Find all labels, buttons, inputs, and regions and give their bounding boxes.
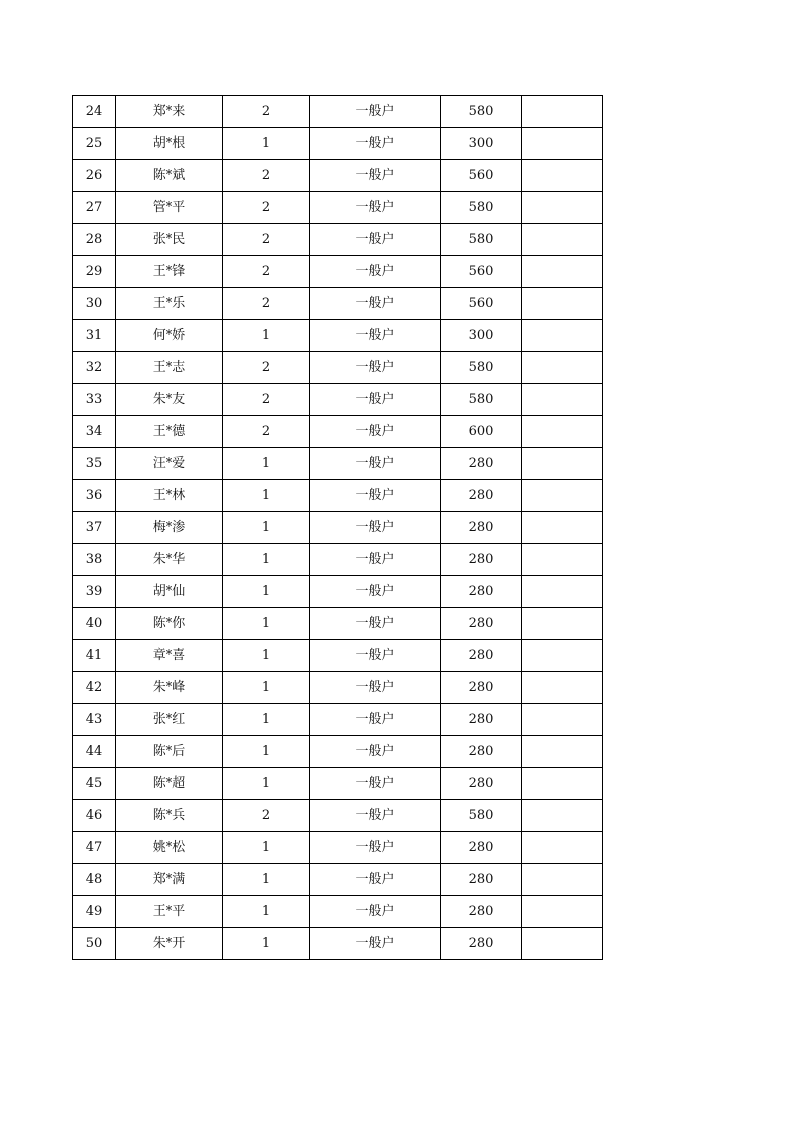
name-cell: 朱*华 (116, 544, 223, 576)
name-cell: 朱*开 (116, 928, 223, 960)
amount-cell: 580 (441, 800, 522, 832)
note-cell (522, 672, 603, 704)
table-row (73, 672, 603, 704)
household-type-cell: 一般户 (310, 384, 441, 416)
name-cell: 陈*超 (116, 768, 223, 800)
row-number-cell: 24 (73, 96, 116, 128)
household-size-cell: 2 (223, 800, 310, 832)
name-cell: 郑*来 (116, 96, 223, 128)
data-table (72, 95, 603, 960)
table-row (73, 224, 603, 256)
table-row (73, 448, 603, 480)
table-row (73, 640, 603, 672)
household-type-cell: 一般户 (310, 608, 441, 640)
note-cell (522, 800, 603, 832)
amount-cell: 580 (441, 192, 522, 224)
row-number-cell: 41 (73, 640, 116, 672)
household-type-cell: 一般户 (310, 768, 441, 800)
table-row (73, 288, 603, 320)
row-number-cell: 33 (73, 384, 116, 416)
note-cell (522, 448, 603, 480)
amount-cell: 580 (441, 224, 522, 256)
table-row (73, 256, 603, 288)
row-number-cell: 49 (73, 896, 116, 928)
row-number-cell: 29 (73, 256, 116, 288)
household-type-cell: 一般户 (310, 704, 441, 736)
household-type-cell: 一般户 (310, 128, 441, 160)
household-type-cell: 一般户 (310, 640, 441, 672)
table-row (73, 800, 603, 832)
row-number-cell: 46 (73, 800, 116, 832)
note-cell (522, 384, 603, 416)
household-type-cell: 一般户 (310, 736, 441, 768)
household-type-cell: 一般户 (310, 96, 441, 128)
household-size-cell: 1 (223, 896, 310, 928)
name-cell: 何*娇 (116, 320, 223, 352)
amount-cell: 280 (441, 896, 522, 928)
household-size-cell: 1 (223, 576, 310, 608)
table-row (73, 192, 603, 224)
note-cell (522, 416, 603, 448)
household-size-cell: 1 (223, 512, 310, 544)
amount-cell: 280 (441, 480, 522, 512)
name-cell: 陈*兵 (116, 800, 223, 832)
table-row (73, 512, 603, 544)
household-type-cell: 一般户 (310, 288, 441, 320)
household-type-cell: 一般户 (310, 192, 441, 224)
note-cell (522, 320, 603, 352)
household-type-cell: 一般户 (310, 896, 441, 928)
household-size-cell: 2 (223, 160, 310, 192)
note-cell (522, 928, 603, 960)
note-cell (522, 192, 603, 224)
household-size-cell: 1 (223, 928, 310, 960)
household-type-cell: 一般户 (310, 320, 441, 352)
table-row (73, 704, 603, 736)
name-cell: 胡*根 (116, 128, 223, 160)
table-row (73, 352, 603, 384)
name-cell: 章*喜 (116, 640, 223, 672)
household-size-cell: 1 (223, 640, 310, 672)
note-cell (522, 640, 603, 672)
amount-cell: 280 (441, 512, 522, 544)
note-cell (522, 512, 603, 544)
note-cell (522, 288, 603, 320)
note-cell (522, 128, 603, 160)
amount-cell: 280 (441, 928, 522, 960)
row-number-cell: 31 (73, 320, 116, 352)
household-size-cell: 2 (223, 288, 310, 320)
name-cell: 张*红 (116, 704, 223, 736)
name-cell: 陈*你 (116, 608, 223, 640)
name-cell: 陈*后 (116, 736, 223, 768)
row-number-cell: 45 (73, 768, 116, 800)
household-type-cell: 一般户 (310, 832, 441, 864)
row-number-cell: 42 (73, 672, 116, 704)
amount-cell: 280 (441, 448, 522, 480)
amount-cell: 280 (441, 544, 522, 576)
row-number-cell: 26 (73, 160, 116, 192)
table-row (73, 768, 603, 800)
household-type-cell: 一般户 (310, 864, 441, 896)
note-cell (522, 864, 603, 896)
name-cell: 王*林 (116, 480, 223, 512)
name-cell: 王*德 (116, 416, 223, 448)
amount-cell: 560 (441, 288, 522, 320)
table-row (73, 832, 603, 864)
household-size-cell: 2 (223, 96, 310, 128)
row-number-cell: 48 (73, 864, 116, 896)
household-size-cell: 1 (223, 736, 310, 768)
table-row (73, 128, 603, 160)
note-cell (522, 160, 603, 192)
table-row (73, 416, 603, 448)
note-cell (522, 768, 603, 800)
row-number-cell: 35 (73, 448, 116, 480)
note-cell (522, 608, 603, 640)
household-type-cell: 一般户 (310, 256, 441, 288)
household-size-cell: 2 (223, 256, 310, 288)
household-size-cell: 2 (223, 224, 310, 256)
amount-cell: 280 (441, 864, 522, 896)
amount-cell: 280 (441, 576, 522, 608)
table-row (73, 736, 603, 768)
row-number-cell: 50 (73, 928, 116, 960)
household-type-cell: 一般户 (310, 352, 441, 384)
name-cell: 陈*斌 (116, 160, 223, 192)
household-size-cell: 1 (223, 832, 310, 864)
row-number-cell: 25 (73, 128, 116, 160)
household-size-cell: 1 (223, 128, 310, 160)
household-size-cell: 1 (223, 320, 310, 352)
name-cell: 管*平 (116, 192, 223, 224)
household-size-cell: 1 (223, 704, 310, 736)
note-cell (522, 224, 603, 256)
name-cell: 王*志 (116, 352, 223, 384)
note-cell (522, 576, 603, 608)
amount-cell: 600 (441, 416, 522, 448)
note-cell (522, 480, 603, 512)
row-number-cell: 44 (73, 736, 116, 768)
row-number-cell: 34 (73, 416, 116, 448)
note-cell (522, 832, 603, 864)
amount-cell: 580 (441, 384, 522, 416)
household-size-cell: 1 (223, 544, 310, 576)
name-cell: 王*锋 (116, 256, 223, 288)
row-number-cell: 28 (73, 224, 116, 256)
amount-cell: 280 (441, 832, 522, 864)
household-type-cell: 一般户 (310, 800, 441, 832)
amount-cell: 580 (441, 96, 522, 128)
row-number-cell: 47 (73, 832, 116, 864)
amount-cell: 300 (441, 128, 522, 160)
household-type-cell: 一般户 (310, 160, 441, 192)
household-type-cell: 一般户 (310, 544, 441, 576)
household-size-cell: 2 (223, 192, 310, 224)
row-number-cell: 27 (73, 192, 116, 224)
amount-cell: 280 (441, 704, 522, 736)
household-size-cell: 1 (223, 448, 310, 480)
household-size-cell: 1 (223, 608, 310, 640)
name-cell: 梅*渗 (116, 512, 223, 544)
household-size-cell: 1 (223, 864, 310, 896)
table-row (73, 480, 603, 512)
row-number-cell: 37 (73, 512, 116, 544)
household-size-cell: 1 (223, 768, 310, 800)
name-cell: 姚*松 (116, 832, 223, 864)
amount-cell: 280 (441, 736, 522, 768)
amount-cell: 280 (441, 768, 522, 800)
amount-cell: 560 (441, 160, 522, 192)
household-type-cell: 一般户 (310, 480, 441, 512)
household-type-cell: 一般户 (310, 576, 441, 608)
household-size-cell: 2 (223, 384, 310, 416)
row-number-cell: 32 (73, 352, 116, 384)
name-cell: 王*乐 (116, 288, 223, 320)
row-number-cell: 36 (73, 480, 116, 512)
household-size-cell: 2 (223, 416, 310, 448)
household-type-cell: 一般户 (310, 672, 441, 704)
amount-cell: 280 (441, 608, 522, 640)
name-cell: 郑*满 (116, 864, 223, 896)
table-row (73, 96, 603, 128)
household-size-cell: 1 (223, 672, 310, 704)
row-number-cell: 40 (73, 608, 116, 640)
table-row (73, 896, 603, 928)
note-cell (522, 96, 603, 128)
note-cell (522, 352, 603, 384)
household-type-cell: 一般户 (310, 512, 441, 544)
household-type-cell: 一般户 (310, 448, 441, 480)
name-cell: 胡*仙 (116, 576, 223, 608)
amount-cell: 580 (441, 352, 522, 384)
row-number-cell: 30 (73, 288, 116, 320)
amount-cell: 280 (441, 640, 522, 672)
household-type-cell: 一般户 (310, 224, 441, 256)
name-cell: 朱*峰 (116, 672, 223, 704)
household-type-cell: 一般户 (310, 416, 441, 448)
household-type-cell: 一般户 (310, 928, 441, 960)
note-cell (522, 544, 603, 576)
note-cell (522, 256, 603, 288)
row-number-cell: 43 (73, 704, 116, 736)
amount-cell: 280 (441, 672, 522, 704)
amount-cell: 300 (441, 320, 522, 352)
name-cell: 朱*友 (116, 384, 223, 416)
household-size-cell: 1 (223, 480, 310, 512)
table-row (73, 576, 603, 608)
table-row (73, 544, 603, 576)
table-row (73, 384, 603, 416)
table-row (73, 864, 603, 896)
note-cell (522, 704, 603, 736)
name-cell: 张*民 (116, 224, 223, 256)
table-row (73, 608, 603, 640)
household-size-cell: 2 (223, 352, 310, 384)
name-cell: 汪*爱 (116, 448, 223, 480)
table-row (73, 928, 603, 960)
table-row (73, 320, 603, 352)
row-number-cell: 39 (73, 576, 116, 608)
name-cell: 王*平 (116, 896, 223, 928)
note-cell (522, 896, 603, 928)
table-body (73, 96, 603, 960)
amount-cell: 560 (441, 256, 522, 288)
row-number-cell: 38 (73, 544, 116, 576)
note-cell (522, 736, 603, 768)
table-row (73, 160, 603, 192)
